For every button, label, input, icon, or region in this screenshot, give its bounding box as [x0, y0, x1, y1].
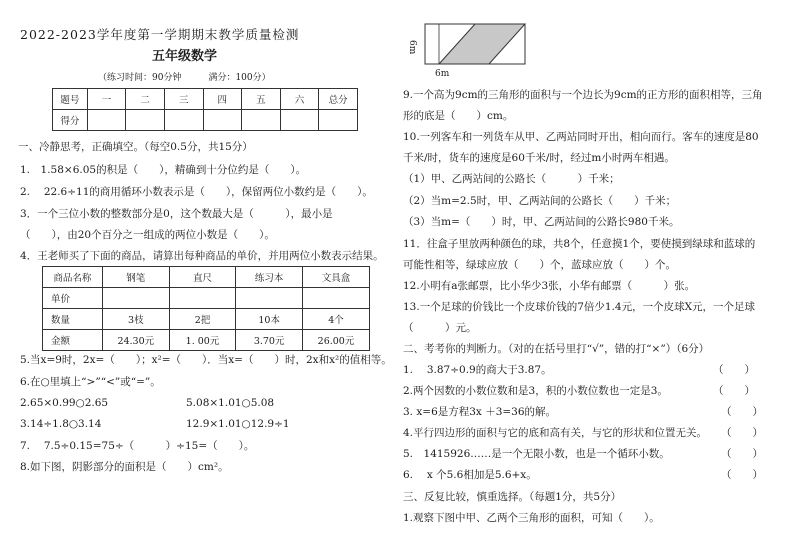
- question-6-item: 3.14÷1.8○3.14: [20, 418, 102, 430]
- score-cell: 总分: [319, 89, 358, 110]
- question-2: 2. 22.6÷11的商用循环小数表示是（ ），保留两位小数约是（ ）。: [20, 186, 373, 198]
- section1-heading: 一、冷静思考，正确填空。（每空0.5分，共15分）: [18, 141, 253, 153]
- question-13-line1: 13.一个足球的价钱比一个皮球价钱的7倍少1.4元，一个皮球X元，一个足球: [403, 301, 756, 313]
- exam-title: 2022-2023学年度第一学期期末教学质量检测: [20, 27, 300, 42]
- goods-cell: 26.00元: [303, 330, 370, 351]
- score-input-cell[interactable]: [242, 110, 281, 131]
- exam-subject: 五年级数学: [152, 49, 218, 64]
- goods-cell: 24.30元: [102, 330, 169, 351]
- judge-item: 1. 3.87÷0.9的商大于3.87。: [403, 364, 552, 376]
- question-10-line2: 千米/时，货车的速度是60千米/时，经过m小时两车相遇。: [403, 152, 675, 164]
- goods-answer-cell[interactable]: [102, 288, 169, 309]
- judge-answer[interactable]: （ ）: [721, 448, 763, 460]
- score-cell: 四: [203, 89, 242, 110]
- score-cell: 一: [87, 89, 126, 110]
- question-9-line1: 9.一个高为9cm的三角形的面积与一个边长为9cm的正方形的面积相等，三角: [403, 89, 763, 101]
- score-cell: 题号: [53, 89, 88, 110]
- goods-header-cell: 钢笔: [102, 267, 169, 288]
- question-5: 5.当x=9时，2x=（ ）；x²=（ ）．当x=（ ）时，2x和x²的值相等。: [20, 354, 392, 366]
- question-6-item: 12.9×1.01○12.9÷1: [186, 418, 290, 430]
- score-input-cell[interactable]: [164, 110, 203, 131]
- goods-cell: 4个: [303, 309, 370, 330]
- goods-header-cell: 文具盒: [303, 267, 370, 288]
- question-6-item: 5.08×1.01○5.08: [186, 397, 275, 409]
- goods-answer-cell[interactable]: [303, 288, 370, 309]
- score-cell: 得分: [53, 110, 88, 131]
- question-10-line1: 10.一列客车和一列货车从甲、乙两站同时开出，相向而行。客车的速度是80: [403, 131, 759, 143]
- judge-answer[interactable]: （ ）: [721, 469, 763, 481]
- right-column: [397, 0, 794, 550]
- question-10-part3: （3）当m=（ ）时，甲、乙两站间的公路长980千米。: [403, 216, 680, 228]
- goods-table-row: [43, 330, 370, 351]
- question-6-item: 2.65×0.99○2.65: [20, 397, 109, 409]
- goods-header-cell: 直尺: [169, 267, 236, 288]
- question-7: 7. 7.5÷0.15=75÷（ ）÷15=（ ）。: [20, 440, 255, 452]
- score-input-cell[interactable]: [319, 110, 358, 131]
- goods-row-label: 金额: [43, 330, 103, 351]
- score-table-header-row: [53, 89, 358, 110]
- judge-item: 3. x=6是方程3x ＋3=36的解。: [403, 406, 557, 418]
- figure-width-label: 6m: [435, 69, 450, 79]
- goods-header-cell: 练习本: [236, 267, 303, 288]
- score-input-cell[interactable]: [280, 110, 319, 131]
- score-table: [52, 88, 358, 131]
- question-9-line2: 形的底是（ ）cm。: [403, 110, 514, 122]
- goods-table: [42, 266, 370, 351]
- judge-item: 2.两个因数的小数位数和是3，积的小数位数也一定是3。: [403, 385, 668, 397]
- score-input-cell[interactable]: [87, 110, 126, 131]
- question-6: 6.在○里填上“>”“<”或“=”。: [20, 376, 161, 388]
- judge-answer[interactable]: （ ）: [713, 364, 755, 376]
- judge-answer[interactable]: （ ）: [721, 406, 763, 418]
- goods-cell: 1. 00元: [169, 330, 236, 351]
- score-cell: 二: [126, 89, 165, 110]
- goods-table-row: [43, 309, 370, 330]
- judge-item: 5. 1415926……是一个无限小数，也是一个循环小数。: [403, 448, 670, 460]
- question-3-line2: （ ），由20个百分之一组成的两位小数是（ ）。: [20, 229, 275, 241]
- score-cell: 五: [242, 89, 281, 110]
- question-1: 1. 1.58×6.05的积是（ ），精确到十分位约是（ ）。: [20, 164, 307, 176]
- exam-info: （练习时间：90分钟 满分：100分）: [98, 73, 271, 83]
- question-4: 4．王老师买了下面的商品，请算出每种商品的单价，并用两位小数表示结果。: [20, 250, 384, 262]
- section2-heading: 二、考考你的判断力。（对的在括号里打“√”，错的打“×”）（6分）: [403, 343, 710, 355]
- judge-item: 6. x 个5.6相加是5.6+x。: [403, 469, 537, 481]
- goods-cell: 2把: [169, 309, 236, 330]
- goods-header-cell: 商品名称: [43, 267, 103, 288]
- question-13-line2: （ ）元。: [403, 322, 477, 334]
- section3-heading: 三、反复比较，慎重选择。（每题1分，共5分）: [403, 491, 622, 503]
- figure-height-label: 6m: [407, 40, 417, 55]
- question-11-line2: 可能性相等，绿球应放（ ）个，蓝球应放（ ）个。: [403, 259, 676, 271]
- judge-item: 4.平行四边形的面积与它的底和高有关，与它的形状和位置无关。: [403, 427, 708, 439]
- question-10-part1: （1）甲、乙两站间的公路长（ ）千米；: [403, 173, 620, 185]
- question-12: 12.小明有a张邮票，比小华少3张，小华有邮票（ ）张。: [403, 280, 696, 292]
- question-11-line1: 11．往盒子里放两种颜色的球，共8个，任意摸1个，要使摸到绿球和蓝球的: [403, 238, 756, 250]
- goods-table-row: [43, 288, 370, 309]
- score-input-cell[interactable]: [203, 110, 242, 131]
- goods-answer-cell[interactable]: [236, 288, 303, 309]
- goods-cell: 3.70元: [236, 330, 303, 351]
- goods-row-label: 单价: [43, 288, 103, 309]
- section3-question-1: 1.观察下图中甲、乙两个三角形的面积，可知（ ）。: [403, 512, 660, 524]
- goods-answer-cell[interactable]: [169, 288, 236, 309]
- goods-row-label: 数量: [43, 309, 103, 330]
- score-input-cell[interactable]: [126, 110, 165, 131]
- goods-cell: 10本: [236, 309, 303, 330]
- score-cell: 六: [280, 89, 319, 110]
- score-table-score-row: [53, 110, 358, 131]
- score-cell: 三: [164, 89, 203, 110]
- goods-cell: 3枝: [102, 309, 169, 330]
- judge-answer[interactable]: （ ）: [713, 385, 755, 397]
- question-8: 8.如下图，阴影部分的面积是（ ）cm²。: [20, 461, 229, 473]
- question-10-part2: （2）当m=2.5时，甲、乙两站间的公路长（ ）千米；: [403, 195, 677, 207]
- judge-answer[interactable]: （ ）: [721, 427, 763, 439]
- question-3-line1: 3．一个三位小数的整数部分是0，这个数最大是（ ），最小是: [20, 208, 333, 220]
- parallelogram-figure: [407, 22, 527, 80]
- goods-table-header-row: [43, 267, 370, 288]
